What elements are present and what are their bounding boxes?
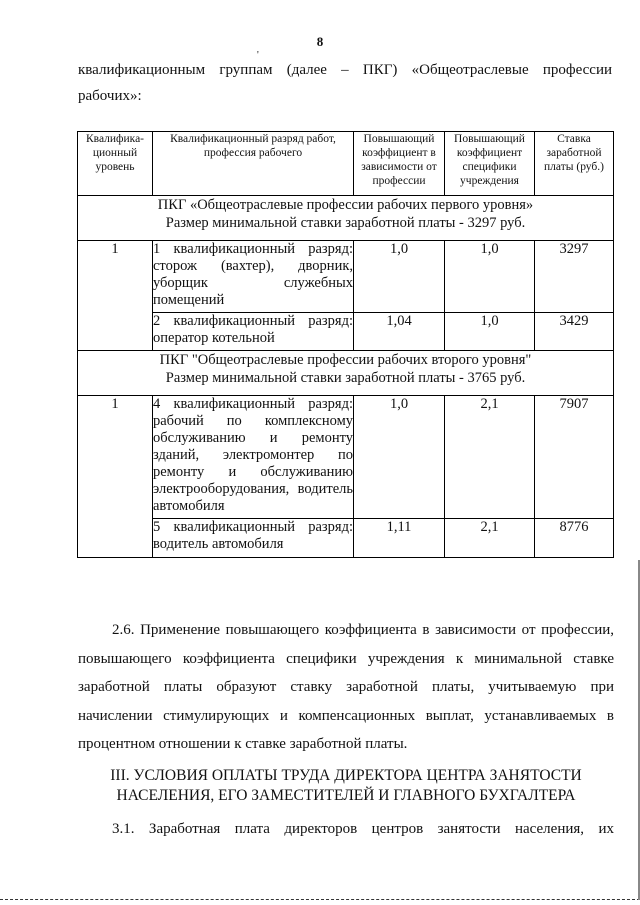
section-heading-line-2: НАСЕЛЕНИЯ, ЕГО ЗАМЕСТИТЕЛЕЙ И ГЛАВНОГО БУХГАЛТЕРА (116, 787, 576, 804)
section-heading (70, 766, 622, 806)
coef-specific-cell: 1,0 (445, 241, 535, 313)
group-title-2 (78, 351, 614, 396)
rank-text-last: помещений (153, 292, 225, 308)
coef-specific-cell: 2,1 (445, 396, 535, 519)
group-row (78, 196, 614, 241)
level-cell: 1 (78, 241, 153, 351)
intro-line-2: рабочих»: (78, 88, 142, 104)
paragraph-3-1: 3.1. Заработная плата директоров центров занятости населения, их (112, 821, 614, 837)
table-row (78, 313, 614, 351)
group-title-line: ПКГ "Общеотраслевые профессии рабочих второго уровня" (159, 352, 532, 368)
rank-text: 2 квалификационный разряд: (153, 313, 353, 329)
header-rate: Ставка заработной платы (руб.) (535, 132, 614, 196)
group-title-line: ПКГ «Общеотраслевые профессии рабочих первого уровня» (157, 197, 534, 213)
coef-specific-cell: 1,0 (445, 313, 535, 351)
rank-text-last: оператор котельной (153, 330, 275, 346)
rank-text: 5 квалификационный разряд: (153, 519, 353, 535)
paragraph-2-6: 2.6. Применение повышающего коэффициента в зависимости от профессии, повышающего коэффициента специфики учреждения к минимальной ставке заработной платы образуют ставку заработной платы, учитываемую при начислении стимулирующих и компенсационных выплат, устанавливаемых в процентном отношении к ставке заработной платы. (78, 622, 614, 752)
header-rank: Квалификационный разряд работ, профессия рабочего (153, 132, 354, 196)
coef-specific-cell: 2,1 (445, 519, 535, 558)
page-number: 8 (316, 34, 324, 49)
rank-text-last: электрооборудования, водитель автомобиля (153, 481, 353, 514)
coef-profession-cell: 1,04 (354, 313, 445, 351)
table-row (78, 241, 614, 313)
footer-divider (0, 899, 640, 900)
header-coef-specific: Повышающий коэффициент специфики учреждения (445, 132, 535, 196)
coef-profession-cell: 1,11 (354, 519, 445, 558)
rate-cell: 3429 (535, 313, 614, 351)
table-header-row (78, 132, 614, 196)
header-coef-profession: Повышающий коэффициент в зависимости от профессии (354, 132, 445, 196)
rank-cell (153, 313, 354, 351)
table-row (78, 519, 614, 558)
rank-cell (153, 241, 354, 313)
rank-text: 1 квалификационный разряд: сторож (вахтер), дворник, уборщик служебных (153, 241, 353, 291)
rate-cell: 8776 (535, 519, 614, 558)
intro-line-1: квалификационным группам (далее – ПКГ) «Общеотраслевые профессии (78, 62, 612, 78)
coef-profession-cell: 1,0 (354, 396, 445, 519)
section-heading-line-1: III. УСЛОВИЯ ОПЛАТЫ ТРУДА ДИРЕКТОРА ЦЕНТРА ЗАНЯТОСТИ (110, 767, 582, 784)
wage-table (77, 131, 614, 558)
group-row (78, 351, 614, 396)
header-level: Квалифика-ционный уровень (78, 132, 153, 196)
rate-cell: 3297 (535, 241, 614, 313)
coef-profession-cell: 1,0 (354, 241, 445, 313)
rank-cell (153, 519, 354, 558)
group-min-rate-line: Размер минимальной ставки заработной платы - 3765 руб. (165, 370, 526, 386)
rank-text: 4 квалификационный разряд: рабочий по комплексному обслуживанию и ремонту зданий, электромонтер по ремонту и обслуживанию (153, 396, 353, 480)
group-title-1 (78, 196, 614, 241)
table-row (78, 396, 614, 519)
rank-text-last: водитель автомобиля (153, 536, 284, 552)
group-min-rate-line: Размер минимальной ставки заработной платы - 3297 руб. (165, 215, 526, 231)
scan-mark: ' (257, 50, 259, 61)
rate-cell: 7907 (535, 396, 614, 519)
level-cell: 1 (78, 396, 153, 558)
rank-cell (153, 396, 354, 519)
